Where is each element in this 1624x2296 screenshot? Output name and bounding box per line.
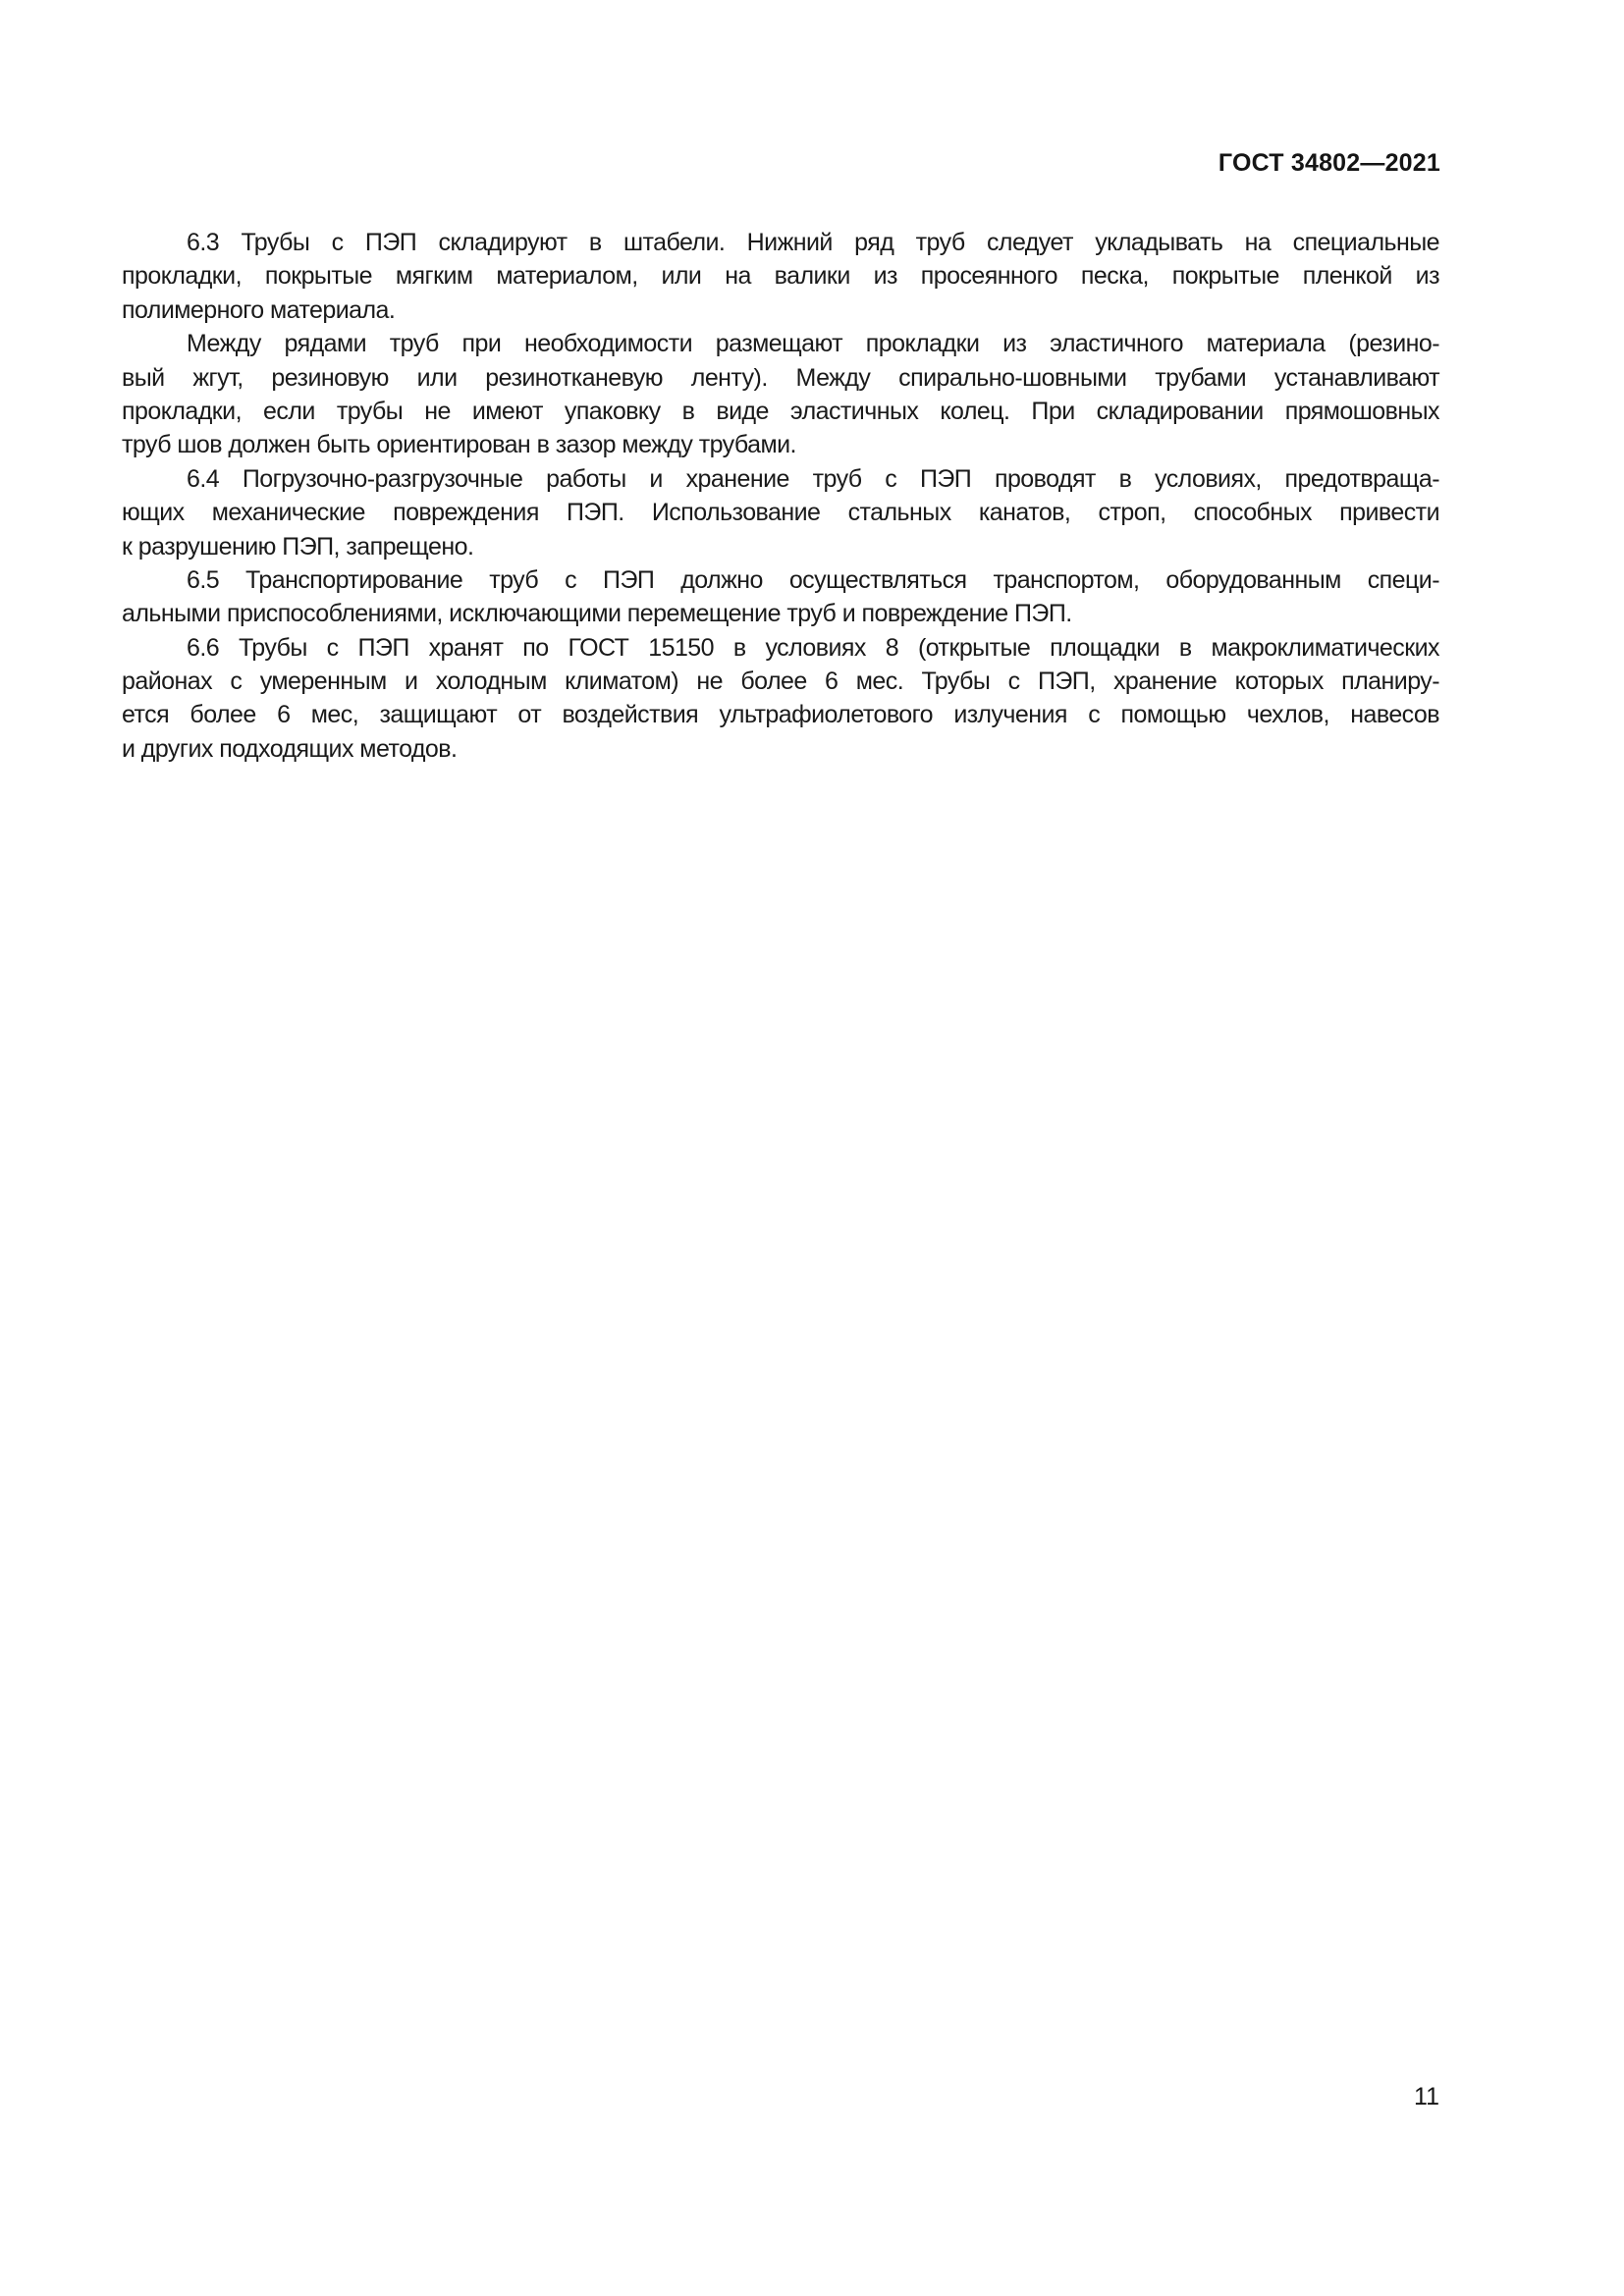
text-line: 6.3 Трубы с ПЭП складируют в штабели. Нижний ряд труб следует укладывать на специальные <box>187 229 1439 256</box>
text-line: альными приспособлениями, исключающими перемещение труб и повреждение ПЭП. <box>122 600 1072 628</box>
text-line: прокладки, покрытые мягким материалом, или на валики из просеянного песка, покрытые пленкой из <box>122 262 1439 291</box>
paragraph-6-4 <box>122 462 1439 563</box>
text-line: прокладки, если трубы не имеют упаковку в виде эластичных колец. При складировании прямошовных <box>122 397 1439 425</box>
text-line: ется более 6 мес, защищают от воздействия ультрафиолетового излучения с помощью чехлов, навесов <box>122 701 1439 729</box>
paragraph-6-3-continued <box>122 327 1439 462</box>
text-line: 6.6 Трубы с ПЭП хранят по ГОСТ 15150 в условиях 8 (открытые площадки в макроклиматических <box>187 633 1439 662</box>
text-line: труб шов должен быть ориентирован в зазор между трубами. <box>122 431 796 459</box>
text-line: к разрушению ПЭП, запрещено. <box>122 532 474 561</box>
document-body <box>122 226 1439 766</box>
text-line: 6.5 Транспортирование труб с ПЭП должно осуществляться транспортом, оборудованным специ- <box>187 565 1439 594</box>
text-line: и других подходящих методов. <box>122 734 458 763</box>
text-line: районах с умеренным и холодным климатом) не более 6 мес. Трубы с ПЭП, хранение которых планиру- <box>122 667 1439 696</box>
document-header-id: ГОСТ 34802—2021 <box>1218 149 1440 177</box>
text-line: вый жгут, резиновую или резинотканевую ленту). Между спирально-шовными трубами устанавливают <box>122 363 1439 392</box>
page-number: 11 <box>1414 2083 1439 2110</box>
text-line: Между рядами труб при необходимости размещают прокладки из эластичного материала (резино- <box>187 330 1439 358</box>
text-line: 6.4 Погрузочно-разгрузочные работы и хранение труб с ПЭП проводят в условиях, предотвраща- <box>187 464 1439 493</box>
paragraph-6-3 <box>122 226 1439 327</box>
paragraph-6-5 <box>122 563 1439 631</box>
paragraph-6-6 <box>122 631 1439 767</box>
text-line: ющих механические повреждения ПЭП. Использование стальных канатов, строп, способных привести <box>122 499 1439 527</box>
text-line: полимерного материала. <box>122 295 396 324</box>
